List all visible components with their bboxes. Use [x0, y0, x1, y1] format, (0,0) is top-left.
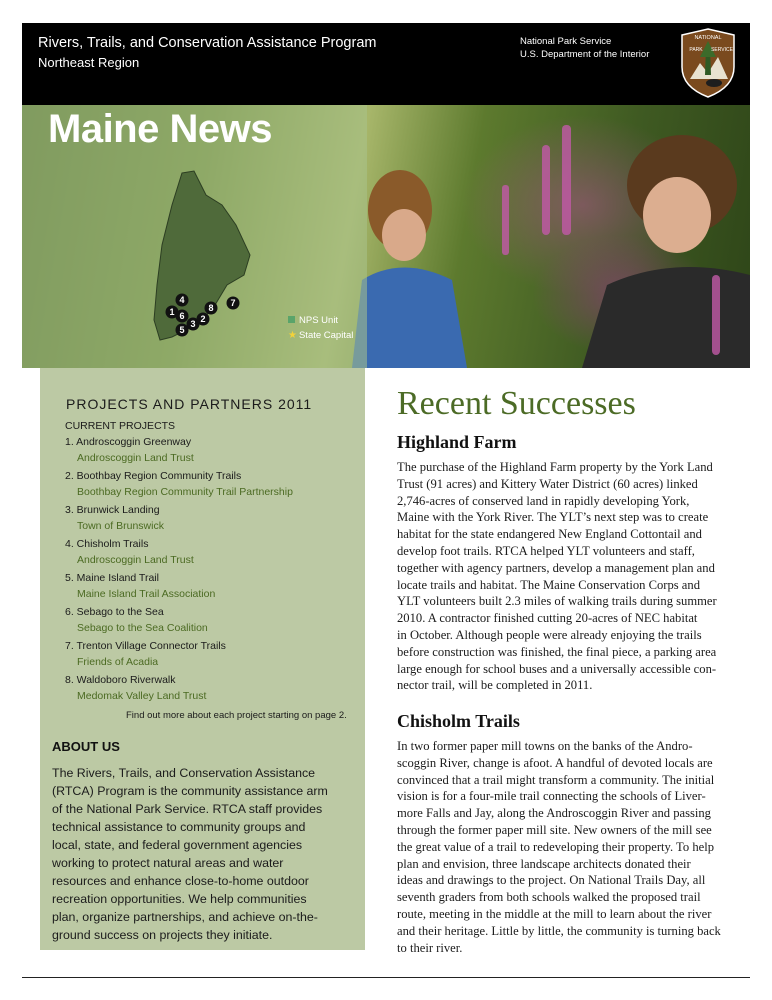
- article-line: develop foot trails. RTCA helped YLT volunteers and staff,: [397, 543, 695, 558]
- map-marker-4: [176, 294, 189, 307]
- legend-nps-unit-label: NPS Unit: [299, 315, 339, 326]
- project-name: 2. Boothbay Region Community Trails: [65, 470, 242, 482]
- legend-state-capital-label: State Capital: [298, 330, 354, 341]
- article-line: Trust (91 acres) and Kittery Water District (60 acres) linked: [397, 476, 698, 491]
- article-line: 2,746-acres of conserved land in rapidly developing York,: [397, 493, 690, 508]
- logo-text-park: PARK: [689, 47, 703, 53]
- nps-unit-swatch-icon: [288, 316, 295, 323]
- article-line: ideas and drawings to the project. On National Trails Day, all: [397, 873, 706, 888]
- article-body-chisholm-trails: [397, 738, 749, 956]
- current-projects-heading: CURRENT PROJECTS: [65, 420, 176, 432]
- project-partner: Friends of Acadia: [77, 656, 159, 668]
- article-line: 2010. A contractor finished cutting 20-acres of NEC habitat: [397, 611, 698, 626]
- article-title-chisholm-trails: Chisholm Trails: [397, 711, 520, 731]
- nps-arrowhead-logo-icon: [678, 27, 738, 99]
- find-more-note: Find out more about each project starting on page 2.: [126, 710, 347, 721]
- about-line: ground success on projects they initiate.: [52, 928, 273, 942]
- about-line: of the National Park Service. RTCA staff provides: [52, 802, 323, 816]
- svg-text:6: 6: [179, 311, 185, 321]
- projects-heading: PROJECTS AND PARTNERS 2011: [66, 396, 313, 412]
- article-line: through the former paper mill site. New owners of the mill see: [397, 822, 712, 837]
- article-line: vision is for a four-mile trail connecting the schools of Liver-: [397, 789, 706, 804]
- article-title-highland-farm: Highland Farm: [397, 432, 517, 452]
- maine-map-icon: [22, 105, 367, 368]
- article-line: in October. Although people were already enjoying the trails: [397, 627, 702, 642]
- logo-text-national: NATIONAL: [694, 35, 722, 41]
- article-line: scoggin River, change is afoot. A handful of devoted locals are: [397, 755, 713, 770]
- project-name: 7. Trenton Village Connector Trails: [65, 640, 226, 652]
- about-line: resources and enhance close-to-home outdoor: [52, 874, 309, 888]
- about-line: (RTCA) Program is the community assistance arm: [52, 784, 328, 798]
- project-partner: Androscoggin Land Trust: [77, 452, 194, 464]
- svg-text:3: 3: [190, 319, 196, 329]
- map-marker-2: [197, 313, 210, 326]
- map-marker-6: [176, 310, 189, 323]
- project-partner: Town of Brunswick: [77, 520, 164, 532]
- sidebar-panel: [40, 368, 365, 950]
- region-label: Northeast Region: [38, 55, 140, 70]
- about-line: local, state, and federal government agencies: [52, 838, 303, 852]
- about-line: working to protect natural areas and water: [52, 856, 284, 870]
- article-line: convinced that a trail might transform a community. The initial: [397, 772, 715, 787]
- article-line: route, meeting in the middle at the mill to learn about the river: [397, 906, 712, 921]
- project-partner: Sebago to the Sea Coalition: [77, 622, 208, 634]
- about-line: plan, organize partnerships, and achieve on-the-: [52, 910, 318, 924]
- article-line: habitat for the state endangered New England Cottontail and: [397, 527, 702, 542]
- article-body-highland-farm: [397, 459, 749, 694]
- project-name: 1. Androscoggin Greenway: [65, 436, 192, 448]
- article-line: and their heritage. Little by little, the community is turning back: [397, 923, 721, 938]
- article-line: nector trail, will be completed in 2011.: [397, 678, 593, 693]
- article-line: The purchase of the Highland Farm property by the York Land: [397, 460, 713, 474]
- project-partner: Boothbay Region Community Trail Partnership: [77, 486, 293, 498]
- project-name: 3. Brunwick Landing: [65, 504, 160, 516]
- project-name: 5. Maine Island Trail: [65, 572, 159, 584]
- program-title: Rivers, Trails, and Conservation Assistance Program: [38, 35, 377, 51]
- article-line: In two former paper mill towns on the banks of the Andro-: [397, 739, 693, 753]
- article-line: locate trails and habitat. The Maine Conservation Corps and: [397, 577, 700, 592]
- svg-text:4: 4: [179, 295, 185, 305]
- svg-text:5: 5: [179, 325, 185, 335]
- article-line: before construction was finished, the final piece, a parking area: [397, 644, 717, 659]
- recent-successes-heading: Recent Successes: [397, 385, 636, 422]
- about-line: recreation opportunities. We help communities: [52, 892, 307, 906]
- project-name: 6. Sebago to the Sea: [65, 606, 164, 618]
- project-name: 4. Chisholm Trails: [65, 538, 149, 550]
- newsletter-title: Maine News: [48, 107, 272, 151]
- article-line: the great value of a trail to redeveloping their property. To help: [397, 839, 714, 854]
- project-partner: Androscoggin Land Trust: [77, 554, 194, 566]
- article-line: seventh graders from both schools walked the proposed trail: [397, 890, 701, 905]
- hero-photo: [22, 105, 750, 368]
- star-icon: ★: [288, 330, 297, 341]
- svg-text:2: 2: [200, 314, 206, 324]
- map-marker-8: [205, 302, 218, 315]
- svg-text:1: 1: [169, 307, 175, 317]
- map-marker-5: [176, 324, 189, 337]
- about-text: [52, 764, 352, 944]
- project-partner: Medomak Valley Land Trust: [77, 690, 207, 702]
- about-line: The Rivers, Trails, and Conservation Assistance: [52, 766, 316, 780]
- svg-text:7: 7: [230, 298, 236, 308]
- article-line: plan and envision, three landscape architects donated their: [397, 856, 691, 871]
- header-banner: [22, 23, 750, 105]
- hero-overlay-panel: [22, 105, 367, 368]
- logo-text-service: SERVICE: [711, 47, 733, 53]
- project-partner: Maine Island Trail Association: [77, 588, 216, 600]
- legend-state-capital: [288, 330, 353, 341]
- article-line: large enough for school buses and a universally accessible con-: [397, 661, 717, 676]
- project-name: 8. Waldoboro Riverwalk: [65, 674, 176, 686]
- map-marker-7: [227, 297, 240, 310]
- agency-name: National Park Service: [520, 36, 612, 47]
- svg-text:8: 8: [208, 303, 214, 313]
- article-line: more Falls and Jay, along the Androscoggin River and passing: [397, 806, 711, 821]
- department-name: U.S. Department of the Interior: [520, 49, 650, 60]
- article-line: Maine with the York River. The YLT’s next step was to create: [397, 510, 709, 525]
- about-heading: ABOUT US: [52, 739, 120, 754]
- footer-divider: [22, 977, 750, 978]
- about-line: technical assistance to community groups and: [52, 820, 306, 834]
- article-line: together with agency partners, develop a management plan and: [397, 560, 715, 575]
- article-line: YLT volunteers built 2.3 miles of walking trails during summer: [397, 594, 717, 609]
- legend-nps-unit: [288, 315, 338, 326]
- article-line: to their river.: [397, 940, 463, 955]
